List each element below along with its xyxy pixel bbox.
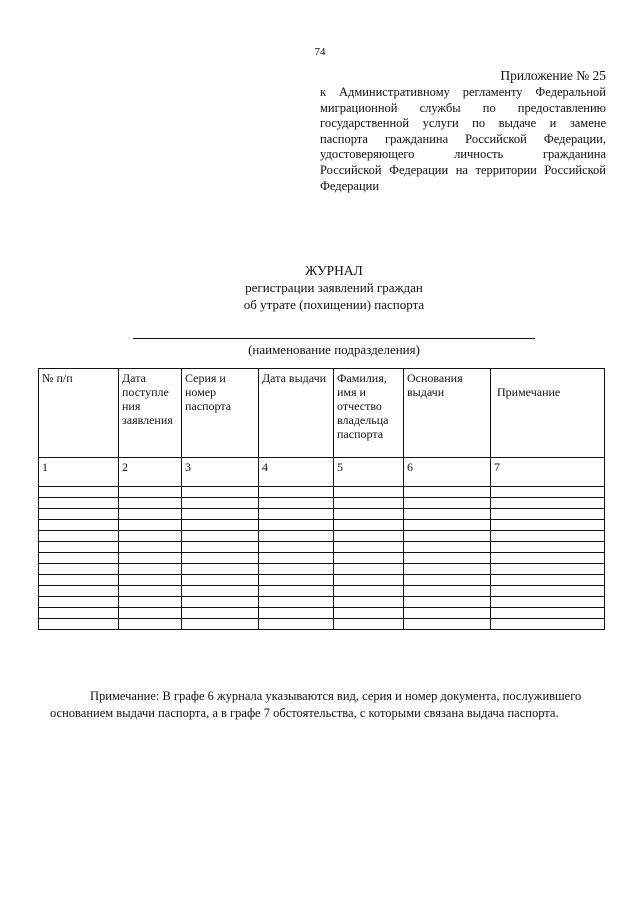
table-cell <box>182 608 259 619</box>
table-row <box>39 531 605 542</box>
table-row <box>39 498 605 509</box>
table-row <box>39 619 605 630</box>
appendix-title: Приложение № 25 <box>500 68 606 83</box>
column-header: Фамилия, имя и отчество владельца паспорта <box>334 369 404 458</box>
table-cell <box>259 487 334 498</box>
journal-subtitle: об утрате (похищении) паспорта <box>243 297 425 312</box>
table-cell <box>404 531 491 542</box>
table-cell <box>182 498 259 509</box>
table-cell <box>404 542 491 553</box>
table-cell <box>119 619 182 630</box>
department-blank-line <box>133 338 535 339</box>
journal-heading <box>130 262 538 313</box>
table-cell <box>119 608 182 619</box>
table-cell <box>259 597 334 608</box>
table-cell <box>259 520 334 531</box>
table-cell <box>259 575 334 586</box>
table-cell <box>404 586 491 597</box>
appendix-line: к Административному регламенту Федеральной <box>320 85 606 99</box>
table-cell <box>334 520 404 531</box>
table-cell <box>334 498 404 509</box>
table-cell <box>119 553 182 564</box>
table-cell <box>491 608 605 619</box>
table-cell <box>119 520 182 531</box>
table-row <box>39 542 605 553</box>
table-cell <box>119 498 182 509</box>
table-cell <box>404 520 491 531</box>
table-row <box>39 487 605 498</box>
table-cell <box>334 553 404 564</box>
table-cell <box>182 520 259 531</box>
column-header: Примечание <box>491 369 605 458</box>
column-header: Основания выдачи <box>404 369 491 458</box>
table-row <box>39 608 605 619</box>
table-cell <box>491 586 605 597</box>
column-header: Дата поступле ния заявления <box>119 369 182 458</box>
table-cell <box>334 564 404 575</box>
table-row <box>39 597 605 608</box>
table-cell <box>334 619 404 630</box>
table-cell <box>39 498 119 509</box>
table-cell <box>491 498 605 509</box>
appendix-text <box>320 85 606 194</box>
table-cell <box>404 498 491 509</box>
table-cell <box>404 575 491 586</box>
table-cell <box>119 509 182 520</box>
table-cell <box>404 564 491 575</box>
table-cell <box>182 597 259 608</box>
appendix-line: удостоверяющего личность гражданина <box>320 147 606 162</box>
column-number: 5 <box>334 458 404 487</box>
table-cell <box>491 487 605 498</box>
appendix-line: государственной услуги по выдаче и замене <box>320 116 606 131</box>
table-cell <box>491 619 605 630</box>
table-cell <box>119 542 182 553</box>
table-cell <box>334 597 404 608</box>
table-cell <box>491 509 605 520</box>
table-cell <box>259 619 334 630</box>
table-cell <box>39 597 119 608</box>
table-cell <box>491 597 605 608</box>
table-cell <box>404 509 491 520</box>
column-number: 4 <box>259 458 334 487</box>
column-number: 1 <box>39 458 119 487</box>
table-cell <box>334 586 404 597</box>
table-cell <box>334 575 404 586</box>
column-number: 3 <box>182 458 259 487</box>
table-cell <box>491 531 605 542</box>
table-cell <box>39 520 119 531</box>
table-cell <box>334 487 404 498</box>
table-cell <box>334 531 404 542</box>
table-cell <box>182 575 259 586</box>
table-cell <box>259 509 334 520</box>
table-cell <box>182 619 259 630</box>
table-cell <box>119 597 182 608</box>
table-cell <box>491 520 605 531</box>
table-row <box>39 586 605 597</box>
table-cell <box>404 608 491 619</box>
table-cell <box>119 531 182 542</box>
table-cell <box>491 542 605 553</box>
table-cell <box>404 619 491 630</box>
table-cell <box>259 608 334 619</box>
journal-subtitle: регистрации заявлений граждан <box>245 280 423 295</box>
table-cell <box>39 619 119 630</box>
column-header: Серия и номер паспорта <box>182 369 259 458</box>
table-cell <box>39 553 119 564</box>
footnote-line: основанием выдачи паспорта, а в графе 7 обстоятельства, с которыми связана выдача паспорта. <box>50 706 559 720</box>
journal-title: ЖУРНАЛ <box>305 263 363 278</box>
table-row <box>39 520 605 531</box>
table-cell <box>119 575 182 586</box>
table-row <box>39 564 605 575</box>
table-cell <box>119 564 182 575</box>
appendix-line: миграционной службы по предоставлению <box>320 100 606 115</box>
column-number: 7 <box>491 458 605 487</box>
journal-table <box>38 368 605 630</box>
table-row <box>39 575 605 586</box>
table-cell <box>259 586 334 597</box>
table-cell <box>259 564 334 575</box>
table-cell <box>491 564 605 575</box>
table-cell <box>39 608 119 619</box>
table-cell <box>259 498 334 509</box>
footnote-line: Примечание: В графе 6 журнала указываются вид, серия и номер документа, послужившего <box>90 689 582 703</box>
column-header: № п/п <box>39 369 119 458</box>
table-cell <box>182 586 259 597</box>
appendix-line: Федерации <box>320 178 380 193</box>
table-cell <box>39 564 119 575</box>
table-cell <box>39 487 119 498</box>
table-cell <box>39 509 119 520</box>
appendix-line: Российской Федерации на территории Российской <box>320 162 606 177</box>
table-cell <box>119 586 182 597</box>
table-cell <box>39 542 119 553</box>
table-cell <box>182 542 259 553</box>
table-cell <box>259 531 334 542</box>
table-cell <box>334 542 404 553</box>
table-cell <box>404 487 491 498</box>
table-cell <box>182 553 259 564</box>
table-cell <box>259 542 334 553</box>
appendix-line: паспорта гражданина Российской Федерации, <box>320 131 606 146</box>
table-cell <box>491 575 605 586</box>
table-cell <box>404 597 491 608</box>
table-cell <box>404 553 491 564</box>
column-header: Дата выдачи <box>259 369 334 458</box>
page-number: 74 <box>314 46 326 58</box>
table-cell <box>259 553 334 564</box>
table-cell <box>39 586 119 597</box>
column-number-row <box>39 458 605 487</box>
table-cell <box>182 509 259 520</box>
table-row <box>39 553 605 564</box>
table-cell <box>119 487 182 498</box>
table-cell <box>491 553 605 564</box>
table-cell <box>182 531 259 542</box>
column-number: 6 <box>404 458 491 487</box>
table-cell <box>39 575 119 586</box>
table-row <box>39 509 605 520</box>
table-cell <box>334 509 404 520</box>
department-caption: (наименование подразделения) <box>248 342 420 357</box>
table-cell <box>182 487 259 498</box>
table-header-row <box>39 369 605 458</box>
table-cell <box>39 531 119 542</box>
table-cell <box>182 564 259 575</box>
column-number: 2 <box>119 458 182 487</box>
footnote <box>50 688 610 722</box>
table-cell <box>334 608 404 619</box>
